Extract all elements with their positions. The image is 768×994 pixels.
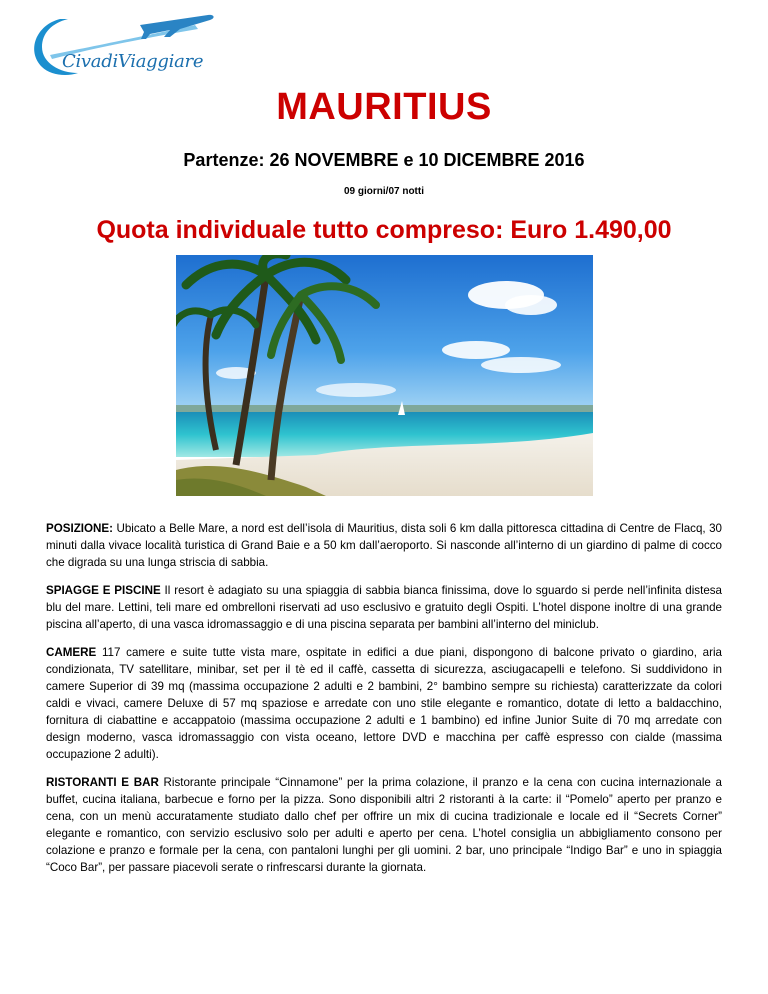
trip-duration: 09 giorni/07 notti: [343, 186, 424, 197]
section-posizione: [46, 520, 722, 571]
section-ristoranti-bar: [46, 774, 722, 876]
section-text: Il resort è adagiato su una spiaggia di sabbia bianca finissima, dove lo sguardo si perde nell’infinita distesa blu del mare. Lettini, teli mare ed ombrelloni riservati ad uso esclusivo e gratuito degli Ospiti. L’hotel dispone inoltre di una grande piscina all’aperto, di una vasca idromassaggio e di una piscina separata per bambini all’interno del miniclub.: [46, 584, 723, 631]
departure-dates: Partenze: 26 NOVEMBRE e 10 DICEMBRE 2016: [183, 150, 585, 170]
section-camere: [46, 644, 722, 763]
section-text: 117 camere e suite tutte vista mare, ospitate in edifici a due piani, dispongono di balcone privato o giardino, aria condizionata, TV satellitare, minibar, set per il tè ed il caffè, cassetta di sicurezza, asciugacapelli e telefono. Si suddividono in camere Superior di 39 mq (massima occupazione 2 adulti e 2 bambini, 2° bambino sempre su richiesta) caratterizzate da colori caldi e vivaci, camere Deluxe di 57 mq spaziose e arredate con uno stile elegante e romantico, dotate di letto a baldacchino, fornitura di ciabattine e accappatoio (massima occupazione 2 adulti e 1 bambino) ed infine Junior Suite di 70 mq arredate con design moderno, vasca idromassaggio con vista oceano, lettore DVD e macchina per caffè espresso con cialde (massima occupazione 2 adulti).: [46, 646, 722, 761]
brand-logo: [20, 5, 230, 85]
page-title: MAURITIUS: [276, 86, 492, 128]
section-heading: CAMERE: [46, 646, 97, 659]
price-heading: Quota individuale tutto compreso: Euro 1.490,00: [96, 216, 672, 244]
section-spiagge-piscine: [46, 582, 722, 633]
section-heading: POSIZIONE:: [46, 522, 113, 535]
section-heading: SPIAGGE E PISCINE: [46, 584, 161, 597]
section-text: Ubicato a Belle Mare, a nord est dell’isola di Mauritius, dista soli 6 km dalla pittoresca cittadina di Centre de Flacq, 30 minuti dalla vivace località turistica di Grand Baie e a 50 km dall’aeroporto. Si nasconde all’interno di un giardino di palme di cocco che digrada su una lunga striscia di sabbia.: [46, 522, 722, 569]
description-sections: [46, 520, 722, 887]
section-text: Ristorante principale “Cinnamone” per la prima colazione, il pranzo e la cena con cucina internazionale a buffet, cucina italiana, barbecue e forno per la pizza. Sono disponibili altri 2 ristoranti à la carte: il “Pomelo” aperto per pranzo e cena, con un menù accuratamente studiato dallo chef per offrire un mix di cucina tradizionale e locale ed il “Secrets Corner” elegante e romantico, con servizio esclusivo solo per adulti e aperto per cena. L’hotel consiglia un abbigliamento consono per colazione e pranzo e formale per la cena, con pantaloni lunghi per gli uomini. 2 bar, uno principale “Indigo Bar” e uno in spiaggia “Coco Bar”, per passare piacevoli serate o rinfrescarsi durante la giornata.: [46, 776, 722, 874]
beach-photo: [176, 255, 593, 496]
section-heading: RISTORANTI E BAR: [46, 776, 159, 789]
logo-text: CivadiViaggiare: [62, 51, 204, 72]
airplane-swoosh-logo-icon: [20, 5, 230, 85]
